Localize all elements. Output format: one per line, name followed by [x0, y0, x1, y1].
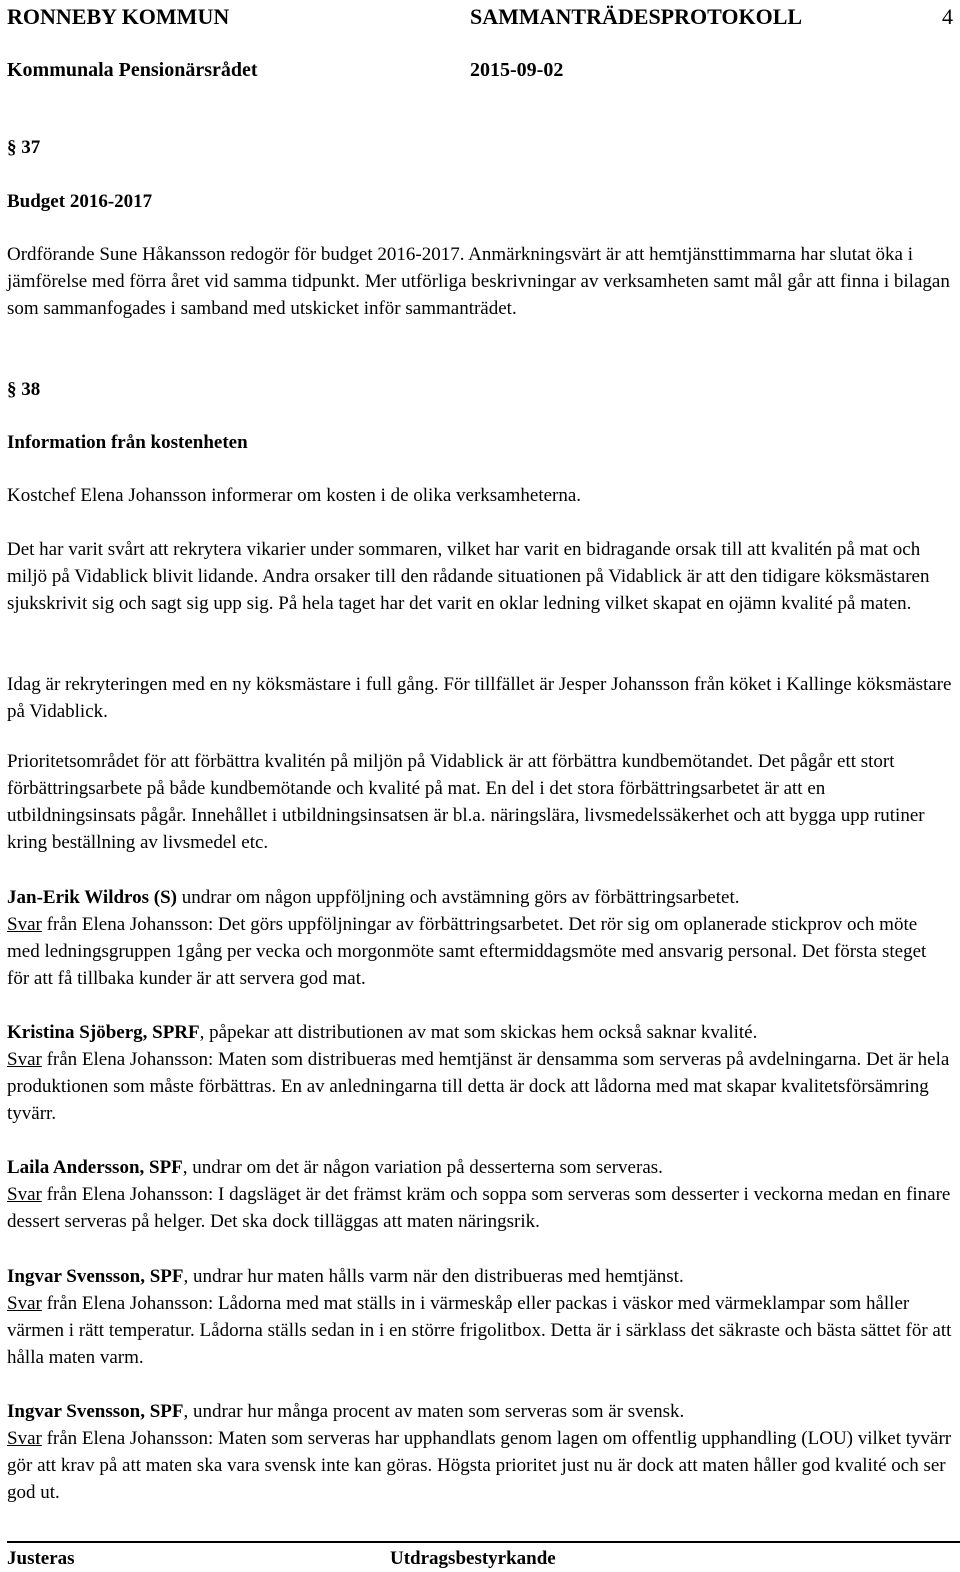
section-38-number: § 38: [7, 379, 41, 400]
footer-utdragsbestyrkande: Utdragsbestyrkande: [390, 1548, 556, 1569]
qa-block: [7, 1263, 953, 1371]
section-38-paragraph-1: Kostchef Elena Johansson informerar om kosten i de olika verksamheterna.: [7, 485, 582, 506]
footer-divider: [7, 1541, 960, 1543]
page-number: 4: [942, 4, 953, 29]
qa-question: , påpekar att distributionen av mat som skickas hem också saknar kvalité.: [199, 1022, 758, 1043]
section-38-title: Information från kostenheten: [7, 432, 248, 453]
qa-answer: från Elena Johansson: Maten som distribueras med hemtjänst är densamma som serveras på avdelningarna. Det är hela produktionen som måste förbättras. En av anledningarna till detta är dock att lådorna med mat skapar kvalitetsförsämring tyvärr.: [7, 1049, 950, 1124]
section-37-number: § 37: [7, 137, 41, 158]
qa-answer: från Elena Johansson: Det görs uppföljningar av förbättringsarbetet. Det rör sig om oplanerade stickprov och möte med ledningsgruppen 1gång per vecka och morgonmöte samt eftermiddagsmöte med ansvarig personal. Det första steget för att få tillbaka kunder är att servera god mat.: [7, 914, 927, 989]
section-37-title: Budget 2016-2017: [7, 191, 153, 212]
qa-answer: från Elena Johansson: Maten som serveras har upphandlats genom lagen om offentlig upphandling (LOU) vilket tyvärr gör att krav på att maten ska vara svensk inte kan göras. Högsta prioritet just nu är dock att maten håller god kvalité och ser god ut.: [7, 1428, 952, 1503]
document-type: SAMMANTRÄDESPROTOKOLL: [470, 4, 803, 29]
qa-speaker: Jan-Erik Wildros (S): [7, 887, 177, 908]
qa-answer-label: Svar: [7, 1049, 42, 1070]
qa-question: undrar om någon uppföljning och avstämning görs av förbättringsarbetet.: [177, 887, 740, 908]
footer-justeras: Justeras: [7, 1548, 75, 1569]
qa-question: , undrar hur många procent av maten som serveras som är svensk.: [183, 1401, 685, 1422]
qa-question: , undrar om det är någon variation på desserterna som serveras.: [182, 1157, 663, 1178]
qa-question: , undrar hur maten hålls varm när den distribueras med hemtjänst.: [183, 1266, 684, 1287]
qa-speaker: Laila Andersson, SPF: [7, 1157, 183, 1178]
qa-block: [7, 1019, 953, 1127]
meeting-date: 2015-09-02: [470, 59, 564, 81]
qa-speaker: Kristina Sjöberg, SPRF: [7, 1022, 200, 1043]
qa-block: [7, 1398, 953, 1506]
qa-answer-label: Svar: [7, 1428, 42, 1449]
qa-speaker: Ingvar Svensson, SPF: [7, 1266, 184, 1287]
qa-answer-label: Svar: [7, 1184, 42, 1205]
section-38-paragraph-2: Det har varit svårt att rekrytera vikarier under sommaren, vilket har varit en bidragande orsak till att kvalitén på mat och miljö på Vidablick blivit lidande. Andra orsaker till den rådande situationen på Vidablick är att den tidigare köksmästaren sjukskrivit sig och sagt sig upp sig. På hela taget har det varit en oklar ledning vilket skapat en ojämn kvalité på maten.: [7, 539, 930, 614]
qa-block: [7, 1154, 953, 1235]
qa-answer-label: Svar: [7, 1293, 42, 1314]
qa-block: [7, 884, 953, 992]
section-38-paragraph-3: Idag är rekryteringen med en ny köksmästare i full gång. För tillfället är Jesper Johansson från köket i Kallinge köksmästare på Vidablick.: [7, 674, 952, 722]
qa-answer: från Elena Johansson: Lådorna med mat ställs in i värmeskåp eller packas i väskor med värmeklampar som håller värmen i rätt temperatur. Lådorna ställs sedan in i en större frigolitbox. Detta är i särklass det säkraste och bästa sättet för att hålla maten varm.: [7, 1293, 952, 1368]
qa-answer: från Elena Johansson: I dagsläget är det främst kräm och soppa som serveras som desserter i veckorna medan en finare dessert serveras på helger. Det ska dock tilläggas att maten näringsrik.: [7, 1184, 951, 1232]
municipality-name: RONNEBY KOMMUN: [7, 4, 230, 29]
qa-speaker: Ingvar Svensson, SPF: [7, 1401, 184, 1422]
qa-answer-label: Svar: [7, 914, 42, 935]
section-37-text: Ordförande Sune Håkansson redogör för budget 2016-2017. Anmärkningsvärt är att hemtjänsttimmarna har slutat öka i jämförelse med förra året vid samma tidpunkt. Mer utförliga beskrivningar av verksamheten samt mål går att finna i bilagan som sammanfogades i samband med utskicket inför sammanträdet.: [7, 244, 950, 319]
committee-name: Kommunala Pensionärsrådet: [7, 59, 258, 81]
section-38-paragraph-4: Prioritetsområdet för att förbättra kvalitén på miljön på Vidablick är att förbättra kundbemötandet. Det pågår ett stort förbättringsarbete på både kundbemötande och kvalité på mat. En del i det stora förbättringsarbetet är att en utbildningsinsats pågår. Innehållet i utbildningsinsatsen är bl.a. näringslära, livsmedelssäkerhet och att bygga upp rutiner kring beställning av livsmedel etc.: [7, 751, 925, 853]
